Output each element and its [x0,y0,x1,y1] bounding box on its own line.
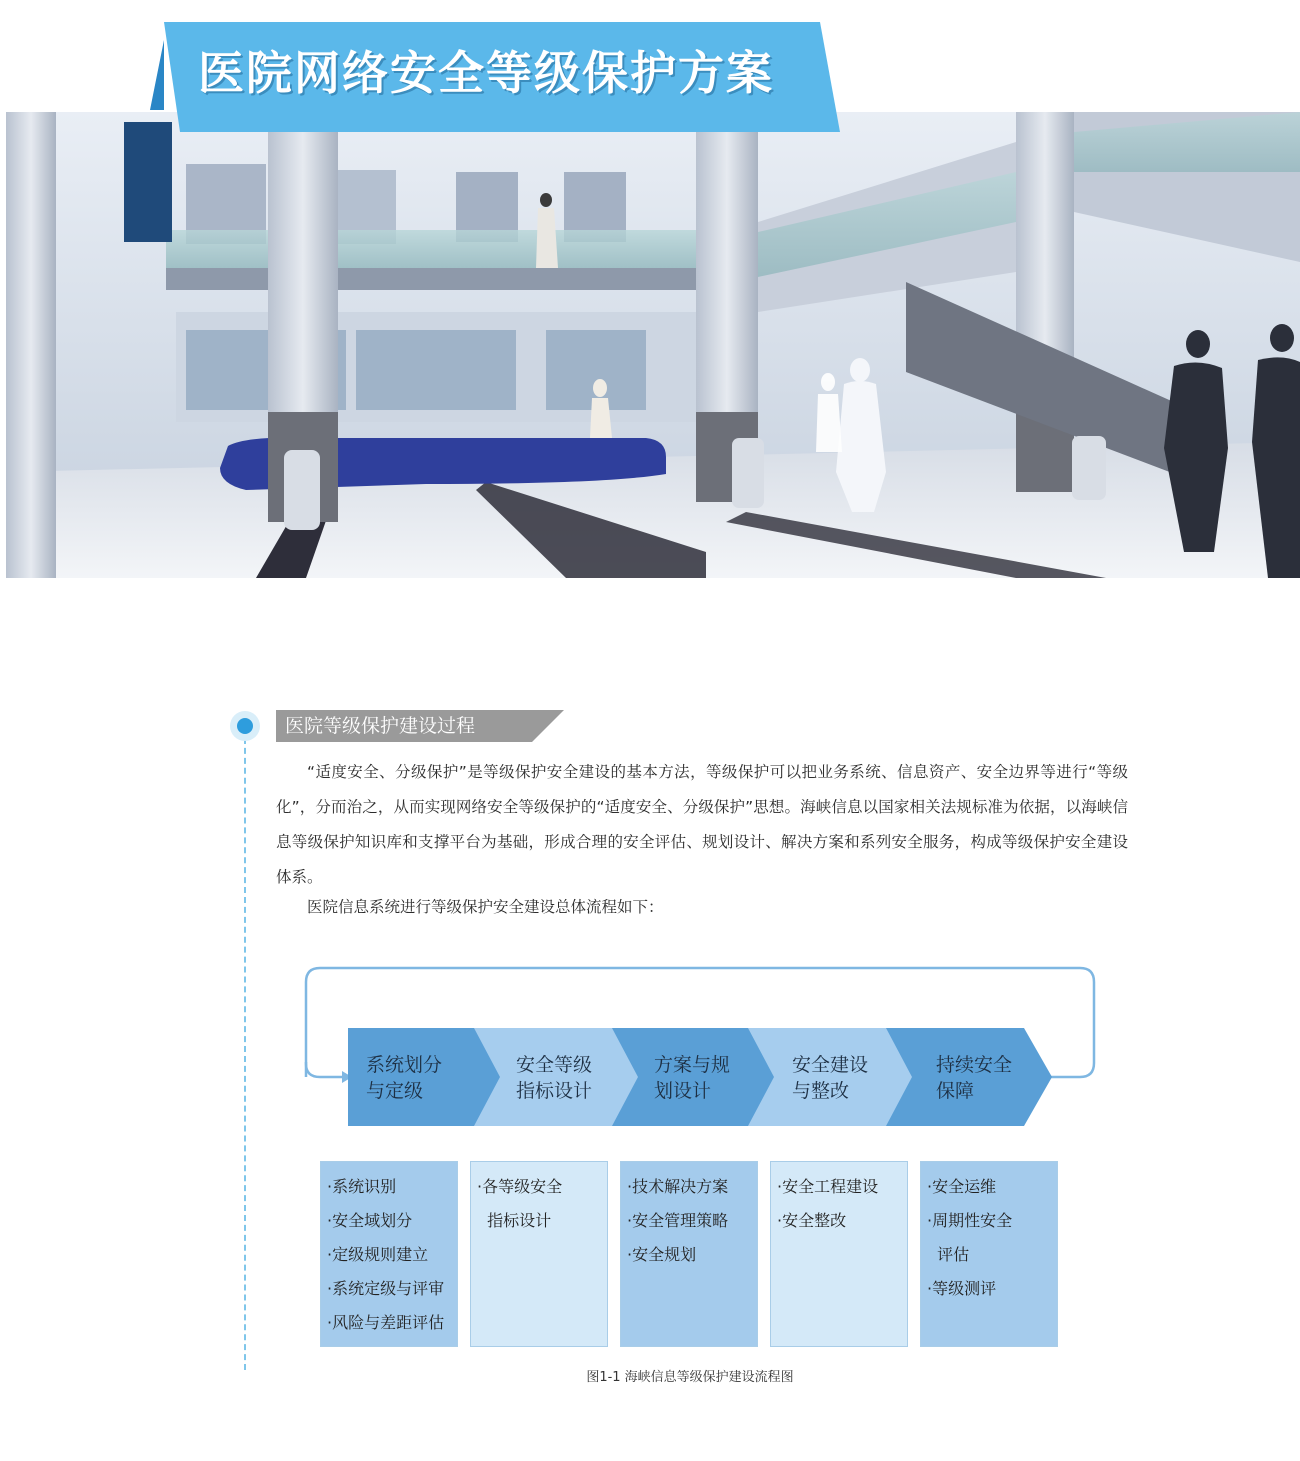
detail-item: ·各等级安全 [477,1177,563,1196]
detail-item: ·等级测评 [927,1279,997,1298]
detail-item: 评估 [927,1245,970,1264]
section-title: 医院等级保护建设过程 [285,715,476,737]
flow-step-5-details [920,1161,1058,1347]
detail-item: ·安全工程建设 [777,1177,879,1196]
flow-step-1-details [320,1161,458,1347]
hero-image [6,112,1300,578]
flow-step-2-details [470,1161,608,1347]
detail-item: ·安全运维 [927,1177,997,1196]
detail-item: 指标设计 [477,1211,552,1230]
flow-step-2-label: 安全等级 指标设计 [516,1054,593,1102]
flow-step-3-label: 方案与规 划设计 [654,1054,731,1102]
title-banner [150,22,840,132]
detail-item: ·技术解决方案 [627,1177,729,1196]
section-heading [276,710,564,742]
detail-item: ·风险与差距评估 [327,1313,445,1332]
process-flow-diagram [290,966,1100,1166]
intro-paragraph: “适度安全、分级保护”是等级保护安全建设的基本方法，等级保护可以把业务系统、信息资产、安全边界等进行“等级化”，分而治之，从而实现网络安全等级保护的“适度安全、分级保护”思想。海峡信息以国家相关法规标准为依据，以海峡信息等级保护知识库和支撑平台为基础，形成合理的安全评估、规划设计、解决方案和系列安全服务，构成等级保护安全建设体系。 [276,763,1128,886]
detail-item: ·安全规划 [627,1245,697,1264]
detail-item: ·定级规则建立 [327,1245,429,1264]
figure-caption: 图1-1 海峡信息等级保护建设流程图 [586,1370,794,1385]
flow-step-5-label: 持续安全 保障 [936,1054,1013,1102]
detail-item: ·安全整改 [777,1211,847,1230]
detail-item: ·安全管理策略 [627,1211,729,1230]
detail-item: ·系统定级与评审 [327,1279,445,1298]
section-bullet-icon [230,711,260,741]
detail-item: ·周期性安全 [927,1211,1013,1230]
detail-item: ·系统识别 [327,1177,397,1196]
flow-step-4-details [770,1161,908,1347]
flow-step-4-label: 安全建设 与整改 [792,1054,869,1102]
flow-intro-paragraph: 医院信息系统进行等级保护安全建设总体流程如下： [307,898,664,916]
timeline-divider [244,738,246,1370]
page-title: 医院网络安全等级保护方案 [198,46,774,100]
flow-step-1-label: 系统划分 与定级 [366,1054,443,1102]
detail-item: ·安全域划分 [327,1211,413,1230]
flow-step-3-details [620,1161,758,1347]
